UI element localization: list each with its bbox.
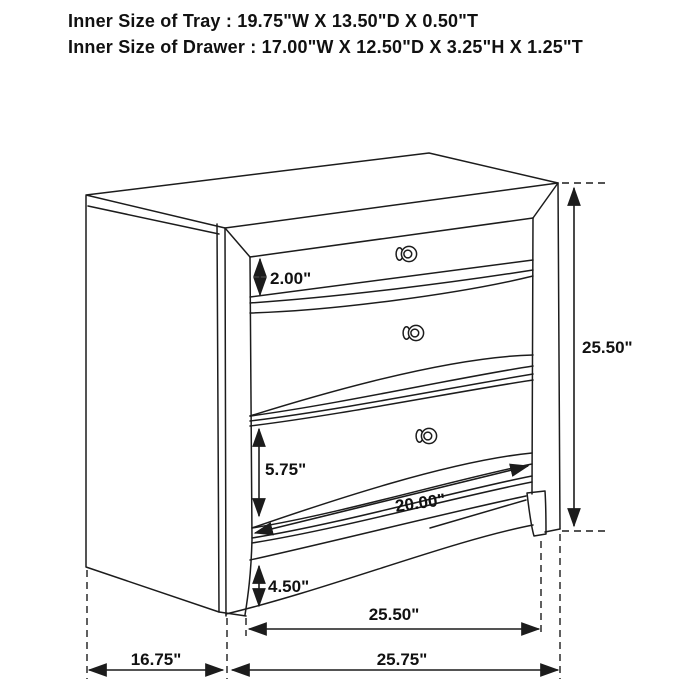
label-base-apron-height: 4.50" xyxy=(268,577,310,596)
side-panel xyxy=(86,196,219,612)
right-stile-bottom-edge xyxy=(545,529,560,532)
extension-lines xyxy=(87,183,606,679)
label-drawer-front-width: 20.00" xyxy=(393,490,447,516)
apron-top-curve xyxy=(250,496,526,560)
tray-inner-size-text: Inner Size of Tray : 19.75"W X 13.50"D X 0.50"T xyxy=(68,11,479,31)
dimension-arrows xyxy=(89,188,574,670)
right-front-leg xyxy=(527,491,546,536)
top-face xyxy=(86,153,558,228)
tray-drawer-knob-icon xyxy=(396,246,417,261)
middle-drawer-recess-lower-curve xyxy=(250,366,533,416)
middle-drawer-recess-upper-curve xyxy=(250,355,533,416)
label-overall-width: 25.75" xyxy=(376,650,428,669)
middle-gap-line-1 xyxy=(250,374,533,421)
bottom-gap-line-1 xyxy=(252,476,532,538)
front-frame-inner-top xyxy=(250,218,533,257)
frame-inner-left-stile xyxy=(245,257,252,615)
bottom-gap-line-2 xyxy=(252,482,532,543)
top-left-rim-line xyxy=(88,206,219,234)
label-tray-front-height: 2.00" xyxy=(270,269,312,288)
front-right-edge xyxy=(558,183,560,529)
frame-miter-left xyxy=(225,228,250,257)
nightstand-outline xyxy=(86,153,560,616)
dimension-labels xyxy=(131,269,633,669)
frame-miter-right xyxy=(533,183,558,218)
label-drawer-front-height: 5.75" xyxy=(265,460,307,479)
label-overall-height: 25.50" xyxy=(582,338,633,357)
drawer-inner-size-text: Inner Size of Drawer : 17.00"W X 12.50"D X 3.25"H X 1.25"T xyxy=(68,37,583,57)
front-left-corner-edge xyxy=(225,228,226,616)
bottom-drawer-knob-icon xyxy=(416,428,437,443)
front-bottom-edge-curve xyxy=(226,525,533,614)
label-side-depth: 16.75" xyxy=(130,650,182,669)
label-width-between-legs: 25.50" xyxy=(368,605,420,624)
middle-drawer-knob-icon xyxy=(403,325,424,340)
